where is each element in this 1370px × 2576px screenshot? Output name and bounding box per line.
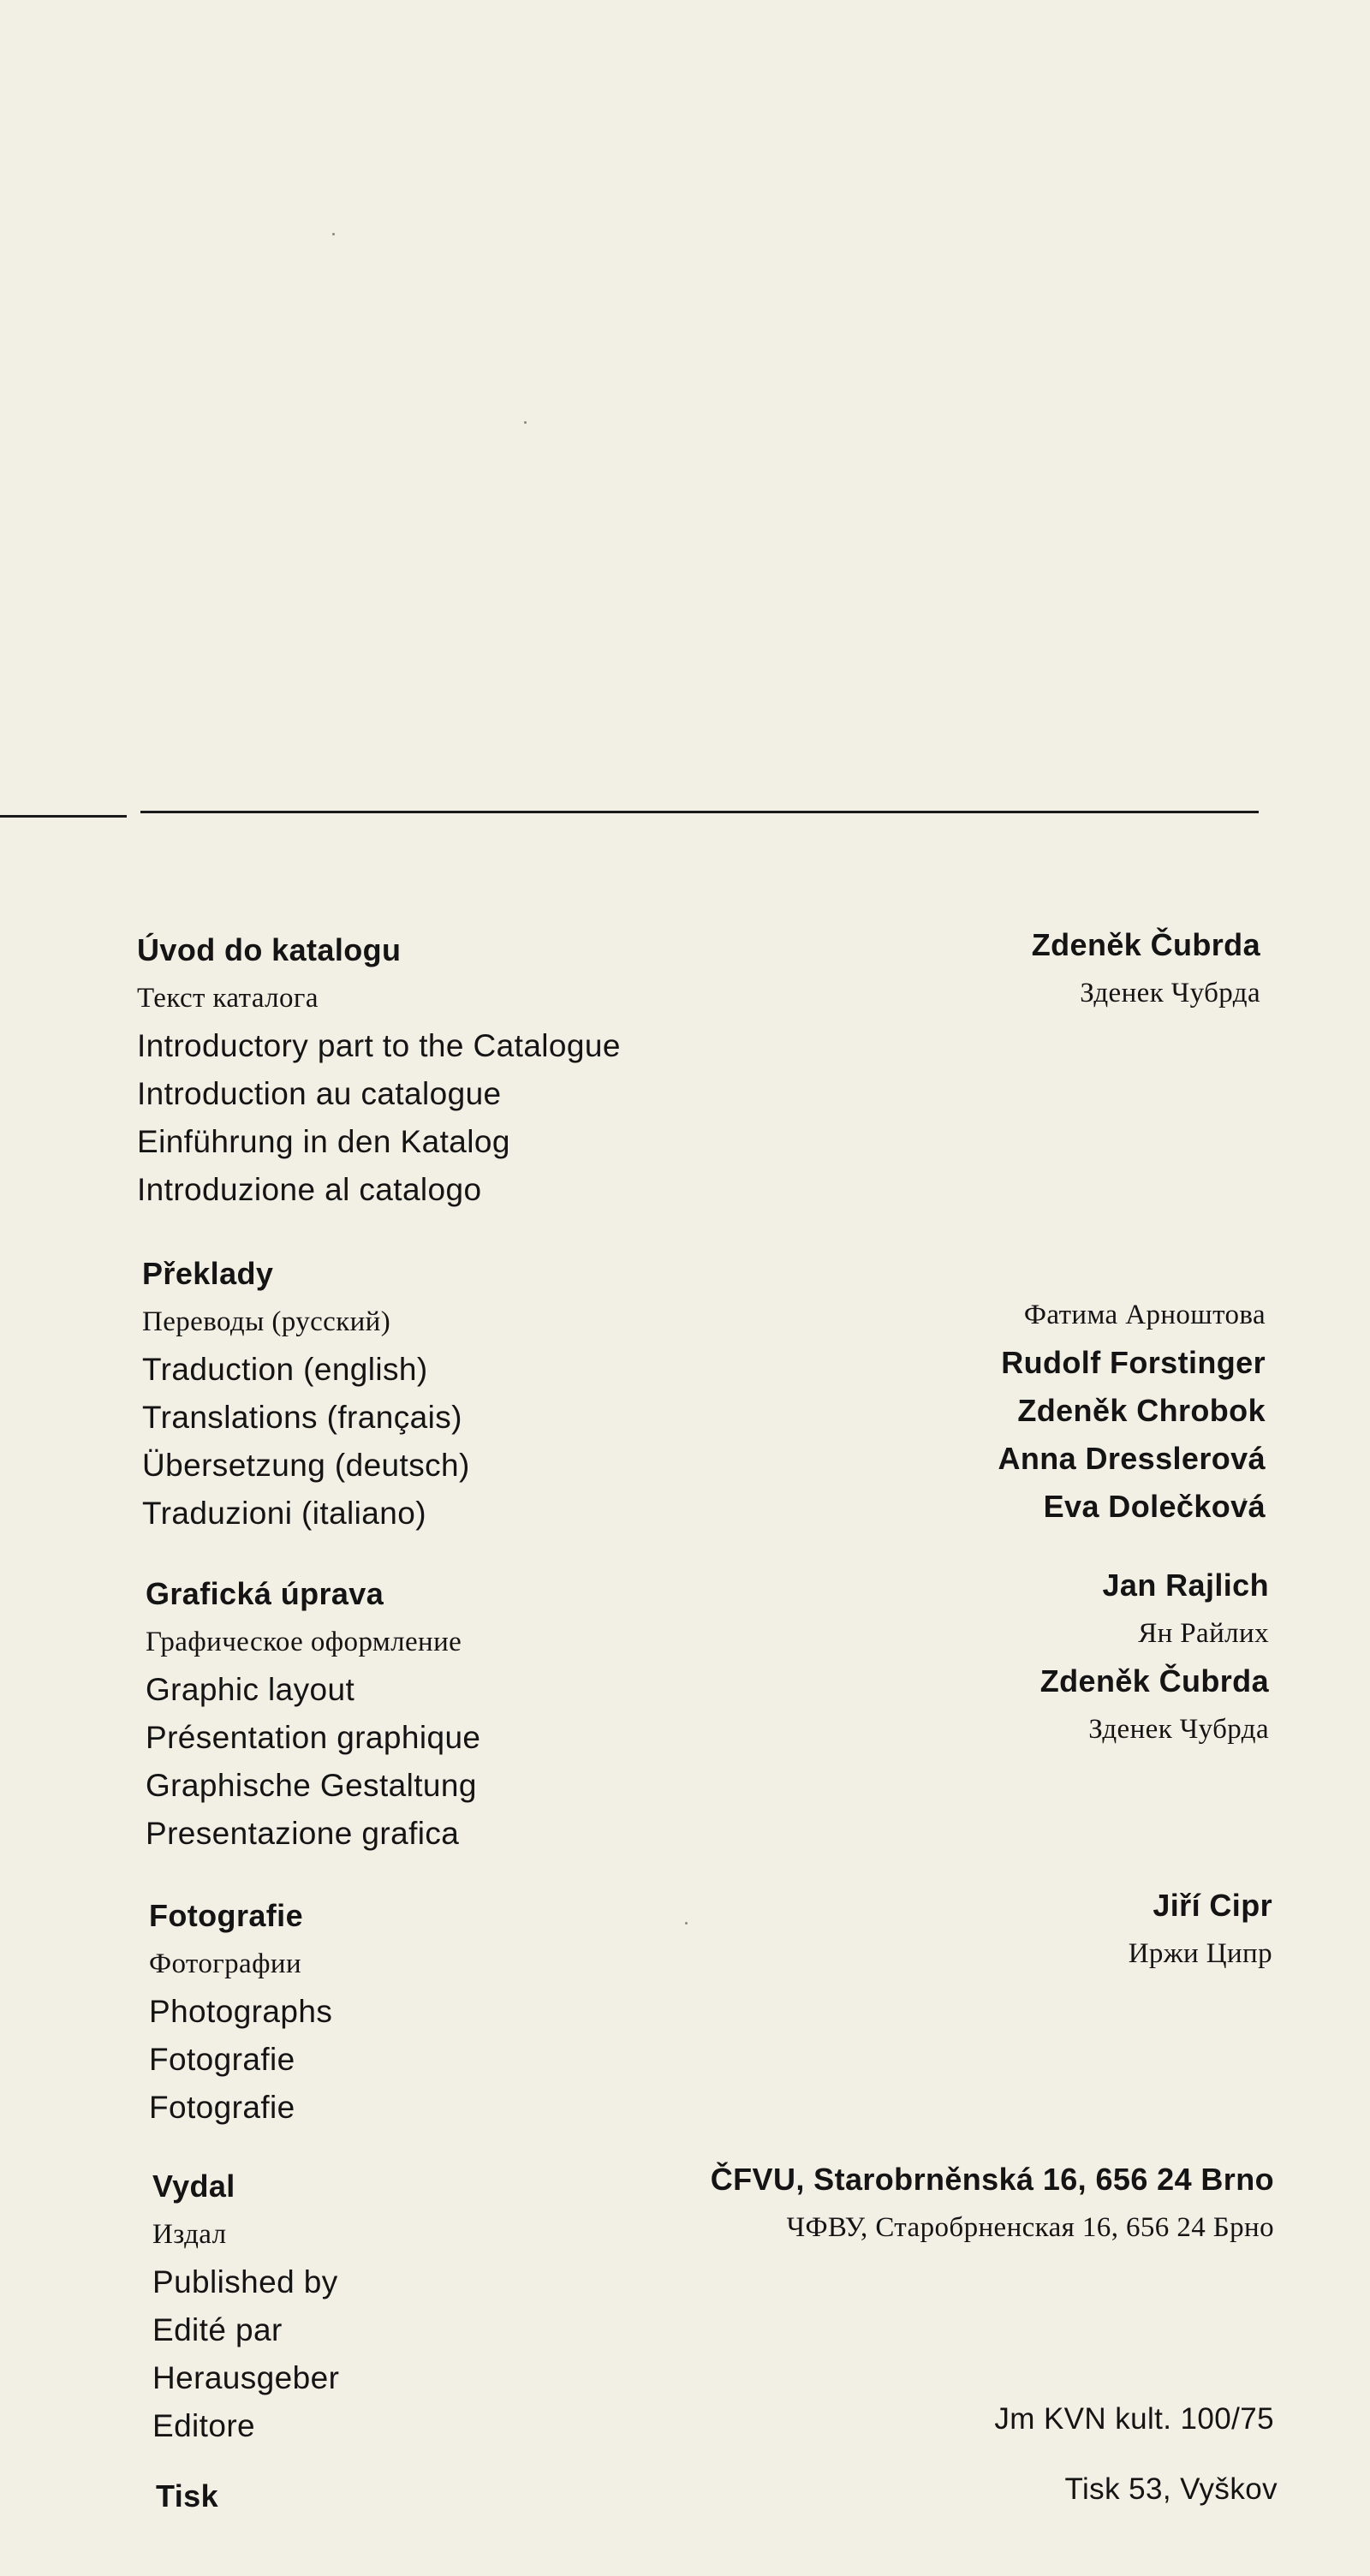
co-designer-cyrillic: Зденек Чубрда — [1088, 1714, 1269, 1745]
photos-label-de: Fotografie — [149, 2042, 295, 2077]
graphic-labels — [146, 1570, 480, 1858]
intro-label-it: Introduzione al catalogo — [137, 1172, 482, 1207]
publisher-label-fr: Edité par — [152, 2312, 283, 2347]
translations-label-en: Traduction (english) — [142, 1352, 428, 1387]
intro-label-de: Einführung in den Katalog — [137, 1124, 510, 1159]
translator-ru: Фатима Арноштова — [1023, 1300, 1266, 1330]
publisher-address-latin: ČFVU, Starobrněnská 16, 656 24 Brno — [710, 2162, 1274, 2197]
license-block — [994, 2395, 1274, 2443]
intro-label-fr: Introduction au catalogue — [137, 1076, 502, 1111]
translations-label-de: Übersetzung (deutsch) — [142, 1448, 470, 1483]
publisher-address-cyrillic: ЧФВУ, Старобрненская 16, 656 24 Брно — [786, 2212, 1274, 2243]
graphic-label-ru: Графическое оформление — [146, 1627, 462, 1657]
paper-speck — [685, 1922, 688, 1925]
graphic-label-de: Graphische Gestaltung — [146, 1768, 477, 1803]
section-heading-print: Tisk — [156, 2478, 218, 2514]
section-heading-graphic: Grafická úprava — [146, 1576, 384, 1611]
translator-de: Anna Dresslerová — [998, 1441, 1266, 1476]
translator-fr: Zdeněk Chrobok — [1017, 1393, 1266, 1428]
intro-name-latin: Zdeněk Čubrda — [1031, 927, 1260, 962]
section-heading-translations: Překlady — [142, 1256, 274, 1291]
designer-cyrillic: Ян Райлих — [1138, 1618, 1269, 1649]
photos-names — [1129, 1882, 1272, 1978]
publisher-label-en: Published by — [152, 2264, 338, 2299]
designer-latin: Jan Rajlich — [1102, 1568, 1269, 1603]
print-value-block — [1065, 2466, 1278, 2514]
paper-speck — [524, 421, 527, 424]
intro-label-ru: Текст каталога — [137, 983, 319, 1014]
intro-labels — [137, 926, 621, 1214]
printer-info: Tisk 53, Vyškov — [1064, 2472, 1278, 2506]
co-designer-latin: Zdeněk Čubrda — [1039, 1663, 1269, 1698]
graphic-label-it: Presentazione grafica — [146, 1816, 460, 1851]
intro-name-cyrillic: Зденек Чубрда — [1080, 978, 1260, 1008]
divider-left — [0, 815, 127, 818]
paper-speck — [332, 233, 335, 235]
translations-labels — [142, 1250, 470, 1538]
section-heading-publisher: Vydal — [152, 2168, 235, 2204]
intro-label-en: Introductory part to the Catalogue — [137, 1028, 621, 1063]
publisher-label-ru: Издал — [152, 2219, 227, 2250]
section-heading-photos: Fotografie — [149, 1898, 303, 1933]
translations-names — [998, 1291, 1266, 1531]
print-labels — [156, 2472, 218, 2520]
photos-label-ru: Фотографии — [149, 1948, 302, 1979]
publisher-label-de: Herausgeber — [152, 2360, 340, 2395]
translations-label-it: Traduzioni (italiano) — [142, 1496, 426, 1531]
publisher-label-it: Editore — [152, 2408, 256, 2443]
publisher-labels — [152, 2163, 339, 2450]
photos-labels — [149, 1892, 332, 2132]
photographer-cyrillic: Иржи Ципр — [1128, 1938, 1272, 1969]
graphic-label-en: Graphic layout — [146, 1672, 355, 1707]
publisher-address — [711, 2156, 1274, 2252]
divider-main — [140, 811, 1259, 813]
section-heading-intro: Úvod do katalogu — [137, 932, 402, 967]
translations-label-ru: Переводы (русский) — [142, 1306, 391, 1337]
translator-it: Eva Dolečková — [1043, 1489, 1266, 1524]
license-number: Jm KVN kult. 100/75 — [994, 2402, 1274, 2436]
graphic-label-fr: Présentation graphique — [146, 1720, 481, 1755]
translations-label-fr: Translations (français) — [142, 1400, 462, 1435]
photos-label-en: Photographs — [149, 1994, 333, 2029]
photographer-latin: Jiří Cipr — [1153, 1888, 1272, 1923]
translator-en: Rudolf Forstinger — [1001, 1345, 1266, 1380]
photos-label-it: Fotografie — [149, 2090, 295, 2125]
intro-names — [1032, 921, 1260, 1017]
graphic-names — [1040, 1562, 1269, 1753]
